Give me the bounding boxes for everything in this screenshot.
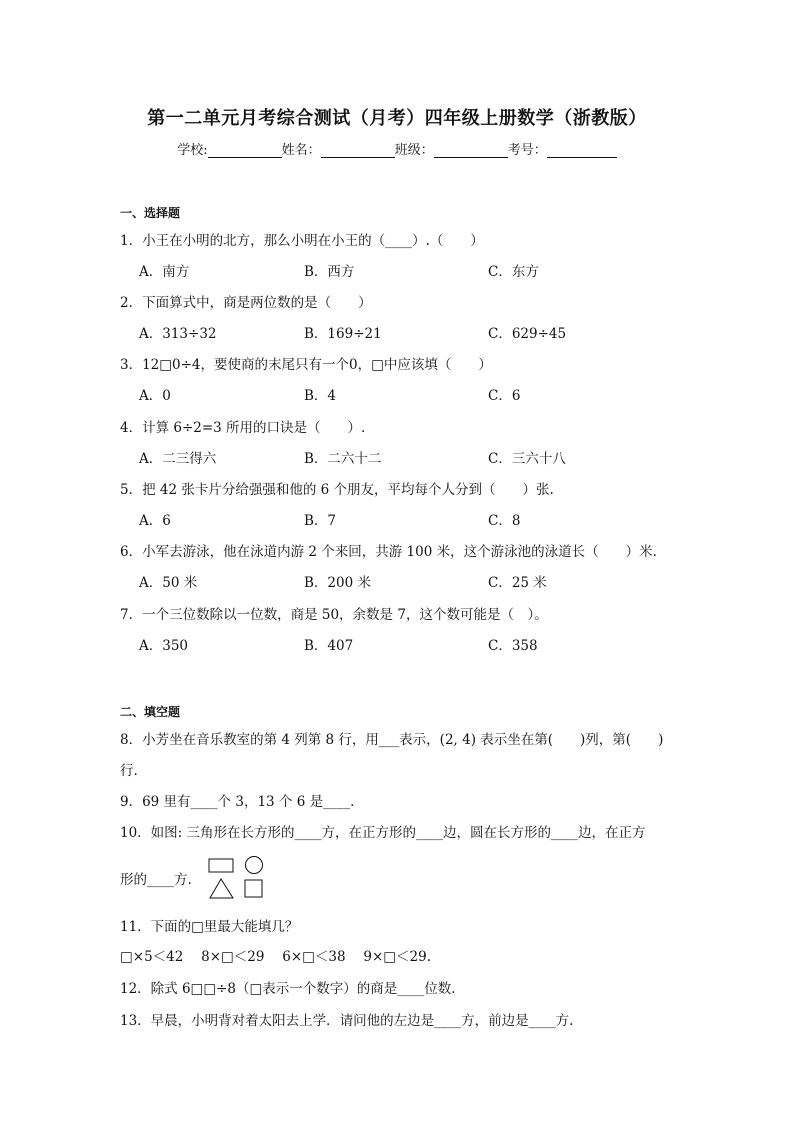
q2-option-c[interactable]: C．629÷45 bbox=[488, 326, 567, 342]
q4-option-c[interactable]: C．三六十八 bbox=[488, 451, 566, 467]
q4-option-a[interactable]: A．二三得六 bbox=[139, 451, 217, 467]
q6-option-c[interactable]: C．25 米 bbox=[488, 575, 547, 591]
circle-shape bbox=[246, 857, 263, 874]
q7-option-a[interactable]: A．350 bbox=[139, 638, 189, 654]
question-1: 1．小王在小明的北方，那么小明在小王的（____）.（ ） bbox=[120, 233, 484, 249]
question-10: 10．如图: 三角形在长方形的____方，在正方形的____边，圆在长方形的____边，在正方 bbox=[120, 825, 646, 841]
q1-option-c[interactable]: C．东方 bbox=[488, 264, 539, 280]
exam-no-label: 考号： bbox=[507, 143, 547, 158]
question-7: 7．一个三位数除以一位数，商是 50，余数是 7，这个数可能是（ ）。 bbox=[120, 607, 548, 623]
page-title: 第一二单元月考综合测试（月考）四年级上册数学（浙教版） bbox=[147, 108, 647, 129]
question-13: 13．早晨，小明背对着太阳去上学．请问他的左边是____方，前边是____方. bbox=[120, 1013, 574, 1029]
q5-option-c[interactable]: C．8 bbox=[488, 513, 521, 529]
q5-option-a[interactable]: A．6 bbox=[139, 513, 171, 529]
question-11-expr: □×5＜42 8×□＜29 6×□＜38 9×□＜29. bbox=[120, 949, 432, 965]
exam-no-blank[interactable] bbox=[547, 143, 617, 158]
question-2: 2．下面算式中，商是两位数的是（ ） bbox=[120, 295, 372, 311]
class-blank[interactable] bbox=[434, 143, 508, 158]
rectangle-shape bbox=[209, 859, 233, 872]
q3-option-c[interactable]: C．6 bbox=[488, 388, 521, 404]
student-info-line bbox=[0, 139, 794, 158]
shapes-figure bbox=[207, 855, 267, 900]
q3-option-b[interactable]: B．4 bbox=[304, 388, 337, 404]
q3-option-a[interactable]: A．0 bbox=[139, 388, 171, 404]
q2-option-b[interactable]: B．169÷21 bbox=[304, 326, 382, 342]
q7-option-b[interactable]: B．407 bbox=[304, 638, 354, 654]
q1-option-b[interactable]: B．西方 bbox=[304, 264, 355, 280]
triangle-shape bbox=[210, 879, 233, 898]
q5-option-b[interactable]: B．7 bbox=[304, 513, 337, 529]
q6-option-a[interactable]: A．50 米 bbox=[139, 575, 198, 591]
question-12: 12．除式 6□□÷8（□表示一个数字）的商是____位数. bbox=[120, 981, 456, 997]
school-label: 学校: bbox=[177, 143, 208, 158]
name-label: 姓名： bbox=[281, 143, 321, 158]
question-3: 3．12□0÷4，要使商的末尾只有一个0，□中应该填（ ） bbox=[120, 357, 492, 373]
question-6: 6．小军去游泳，他在泳道内游 2 个来回，共游 100 米，这个游泳池的泳道长（ ）米. bbox=[120, 544, 657, 560]
question-10-cont: 形的____方. bbox=[120, 872, 192, 888]
q6-option-b[interactable]: B．200 米 bbox=[304, 575, 371, 591]
question-9: 9．69 里有____个 3，13 个 6 是____. bbox=[120, 794, 355, 810]
q4-option-b[interactable]: B．二六十二 bbox=[304, 451, 382, 467]
q1-option-a[interactable]: A．南方 bbox=[139, 264, 190, 280]
question-8: 8．小芳坐在音乐教室的第 4 列第 8 行，用___表示，(2, 4) 表示坐在第( )列，第( ) bbox=[120, 732, 664, 748]
q2-option-a[interactable]: A．313÷32 bbox=[139, 326, 217, 342]
square-shape bbox=[245, 880, 262, 897]
section-title-choice: 一、选择题 bbox=[120, 206, 181, 220]
question-11: 11．下面的□里最大能填几？ bbox=[120, 919, 299, 935]
section-title-fill: 二、填空题 bbox=[120, 705, 181, 719]
q7-option-c[interactable]: C．358 bbox=[488, 638, 538, 654]
class-label: 班级： bbox=[394, 143, 434, 158]
name-blank[interactable] bbox=[321, 143, 395, 158]
school-blank[interactable] bbox=[208, 143, 282, 158]
question-5: 5．把 42 张卡片分给强强和他的 6 个朋友，平均每个人分到（ ）张. bbox=[120, 482, 554, 498]
question-8-cont: 行. bbox=[120, 763, 138, 779]
question-4: 4．计算 6÷2=3 所用的口诀是（ ）. bbox=[120, 420, 366, 436]
